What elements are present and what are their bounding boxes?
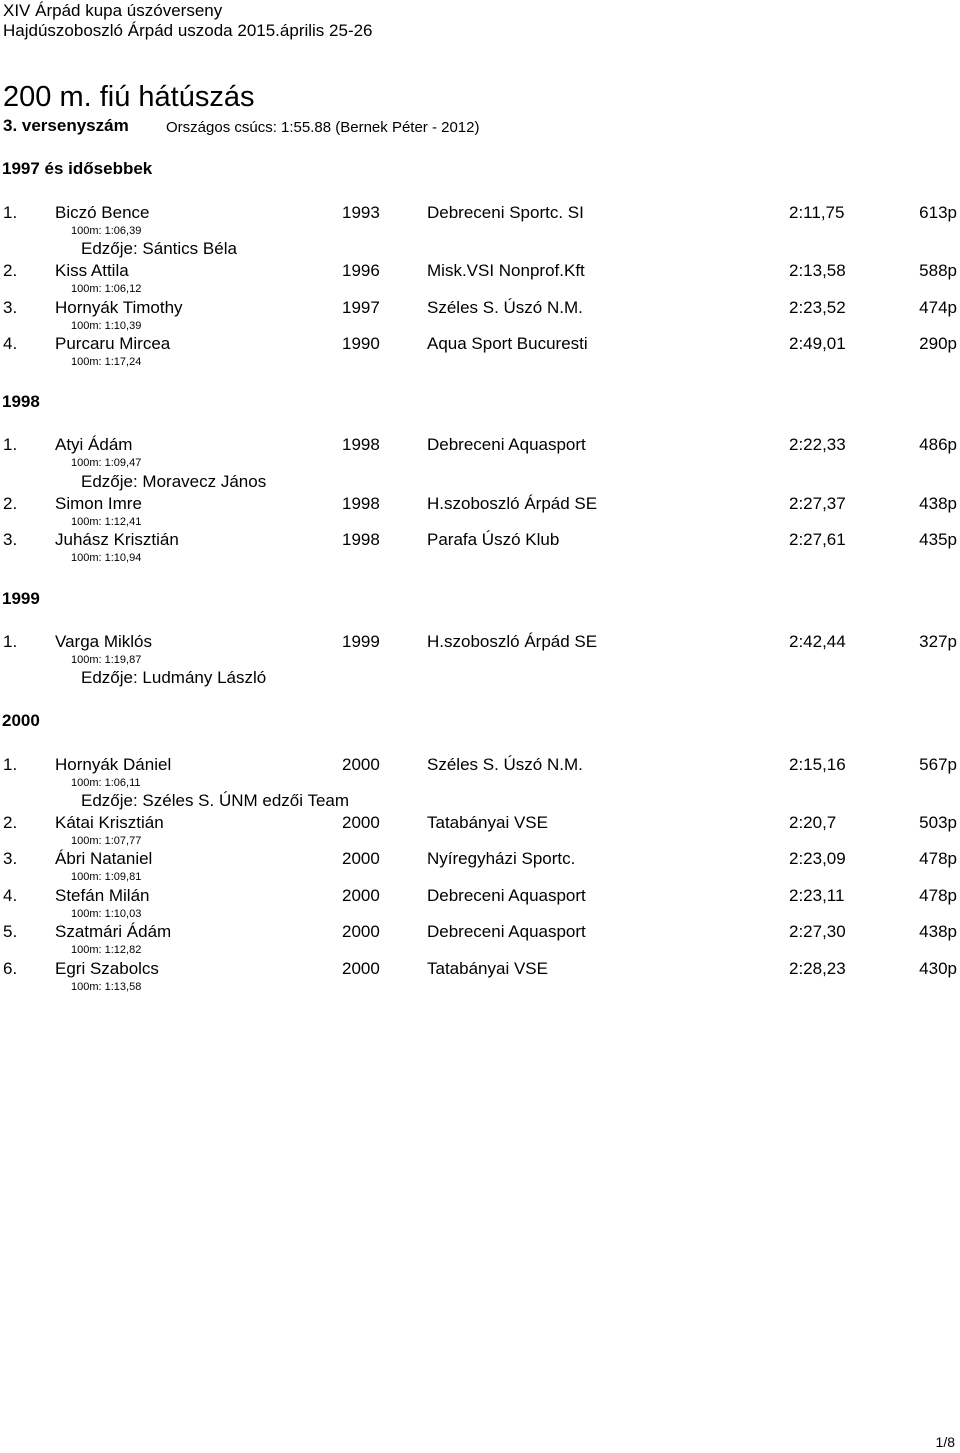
place: 2. [3, 494, 18, 513]
page-number: 1/8 [935, 1434, 955, 1450]
swimmer-name: Simon Imre [55, 494, 142, 513]
place: 3. [3, 530, 18, 549]
points: 327p [919, 632, 957, 651]
result-row [0, 958, 960, 980]
split-time: 100m: 1:10,39 [71, 320, 142, 332]
club-name: Misk.VSI Nonprof.Kft [427, 261, 585, 280]
points: 567p [919, 755, 957, 774]
swimmer-name: Varga Miklós [55, 632, 152, 651]
result-row [0, 260, 960, 282]
group-heading-1999: 1999 [2, 589, 40, 608]
birth-year: 2000 [342, 922, 380, 941]
place: 6. [3, 959, 18, 978]
club-name: Debreceni Sportc. SI [427, 203, 584, 222]
place: 4. [3, 334, 18, 353]
result-row [0, 848, 960, 870]
club-name: Debreceni Aquasport [427, 435, 586, 454]
final-time: 2:20,7 [789, 813, 837, 832]
split-time: 100m: 1:10,94 [71, 552, 142, 564]
swimmer-name: Juhász Krisztián [55, 530, 179, 549]
split-time: 100m: 1:07,77 [71, 835, 142, 847]
split-time: 100m: 1:19,87 [71, 654, 142, 666]
club-name: Aqua Sport Bucuresti [427, 334, 588, 353]
club-name: Széles S. Úszó N.M. [427, 755, 583, 774]
place: 5. [3, 922, 18, 941]
result-row [0, 297, 960, 319]
result-row [0, 921, 960, 943]
final-time: 2:23,52 [789, 298, 846, 317]
split-time: 100m: 1:09,47 [71, 457, 142, 469]
swimmer-name: Atyi Ádám [55, 435, 133, 454]
swimmer-name: Egri Szabolcs [55, 959, 159, 978]
swimmer-name: Hornyák Timothy [55, 298, 183, 317]
points: 486p [919, 435, 957, 454]
points: 438p [919, 494, 957, 513]
birth-year: 1996 [342, 261, 380, 280]
points: 478p [919, 849, 957, 868]
swimmer-name: Stefán Milán [55, 886, 150, 905]
swimmer-name: Ábri Nataniel [55, 849, 153, 868]
place: 4. [3, 886, 18, 905]
final-time: 2:28,23 [789, 959, 846, 978]
club-name: Debreceni Aquasport [427, 922, 586, 941]
points: 503p [919, 813, 957, 832]
split-time: 100m: 1:13,58 [71, 981, 142, 993]
split-time: 100m: 1:12,41 [71, 516, 142, 528]
place: 2. [3, 813, 18, 832]
swimmer-name: Purcaru Mircea [55, 334, 171, 353]
club-name: Parafa Úszó Klub [427, 530, 560, 549]
result-row [0, 529, 960, 551]
club-name: H.szoboszló Árpád SE [427, 494, 598, 513]
final-time: 2:49,01 [789, 334, 846, 353]
points: 290p [919, 334, 957, 353]
swimmer-name: Kiss Attila [55, 261, 129, 280]
group-heading-1998: 1998 [2, 392, 40, 411]
final-time: 2:27,61 [789, 530, 846, 549]
points: 435p [919, 530, 957, 549]
swimmer-name: Hornyák Dániel [55, 755, 172, 774]
place: 1. [3, 203, 18, 222]
group-heading-2000: 2000 [2, 711, 40, 730]
place: 1. [3, 755, 18, 774]
event-title: 200 m. fiú hátúszás [3, 81, 255, 113]
birth-year: 2000 [342, 755, 380, 774]
points: 588p [919, 261, 957, 280]
result-row [0, 333, 960, 355]
birth-year: 2000 [342, 959, 380, 978]
club-name: Tatabányai VSE [427, 813, 548, 832]
points: 613p [919, 203, 957, 222]
swimmer-name: Kátai Krisztián [55, 813, 164, 832]
meet-name: XIV Árpád kupa úszóverseny [3, 1, 223, 20]
final-time: 2:15,16 [789, 755, 846, 774]
result-row [0, 202, 960, 224]
national-record: Országos csúcs: 1:55.88 (Bernek Péter - 2012) [166, 119, 480, 136]
place: 3. [3, 849, 18, 868]
swimmer-name: Szatmári Ádám [55, 922, 172, 941]
birth-year: 2000 [342, 849, 380, 868]
birth-year: 1998 [342, 530, 380, 549]
split-time: 100m: 1:06,39 [71, 225, 142, 237]
birth-year: 1997 [342, 298, 380, 317]
final-time: 2:23,09 [789, 849, 846, 868]
place: 2. [3, 261, 18, 280]
birth-year: 1993 [342, 203, 380, 222]
place: 1. [3, 435, 18, 454]
birth-year: 1999 [342, 632, 380, 651]
split-time: 100m: 1:17,24 [71, 356, 142, 368]
final-time: 2:42,44 [789, 632, 846, 651]
birth-year: 1998 [342, 435, 380, 454]
points: 438p [919, 922, 957, 941]
group-heading-1997: 1997 és idősebbek [2, 159, 153, 178]
club-name: Széles S. Úszó N.M. [427, 298, 583, 317]
points: 474p [919, 298, 957, 317]
coach-line: Edzője: Széles S. ÚNM edzői Team [81, 791, 350, 810]
split-time: 100m: 1:10,03 [71, 908, 142, 920]
birth-year: 2000 [342, 886, 380, 905]
result-row [0, 631, 960, 653]
split-time: 100m: 1:09,81 [71, 871, 142, 883]
result-row [0, 885, 960, 907]
swimmer-name: Biczó Bence [55, 203, 150, 222]
final-time: 2:11,75 [789, 203, 845, 222]
coach-line: Edzője: Ludmány László [81, 668, 267, 687]
birth-year: 2000 [342, 813, 380, 832]
birth-year: 1998 [342, 494, 380, 513]
final-time: 2:27,37 [789, 494, 846, 513]
club-name: Tatabányai VSE [427, 959, 548, 978]
split-time: 100m: 1:06,12 [71, 283, 142, 295]
place: 3. [3, 298, 18, 317]
event-number: 3. versenyszám [3, 116, 129, 135]
meet-venue: Hajdúszoboszló Árpád uszoda 2015.április 25-26 [3, 21, 373, 40]
club-name: Nyíregyházi Sportc. [427, 849, 576, 868]
result-row [0, 493, 960, 515]
coach-line: Edzője: Moravecz János [81, 472, 267, 491]
result-row [0, 812, 960, 834]
final-time: 2:13,58 [789, 261, 846, 280]
split-time: 100m: 1:06,11 [71, 777, 141, 789]
points: 478p [919, 886, 957, 905]
club-name: H.szoboszló Árpád SE [427, 632, 598, 651]
final-time: 2:27,30 [789, 922, 846, 941]
final-time: 2:22,33 [789, 435, 846, 454]
birth-year: 1990 [342, 334, 380, 353]
split-time: 100m: 1:12,82 [71, 944, 142, 956]
final-time: 2:23,11 [789, 886, 845, 905]
result-row [0, 754, 960, 776]
place: 1. [3, 632, 18, 651]
result-row [0, 434, 960, 456]
points: 430p [919, 959, 957, 978]
club-name: Debreceni Aquasport [427, 886, 586, 905]
coach-line: Edzője: Sántics Béla [81, 239, 237, 258]
